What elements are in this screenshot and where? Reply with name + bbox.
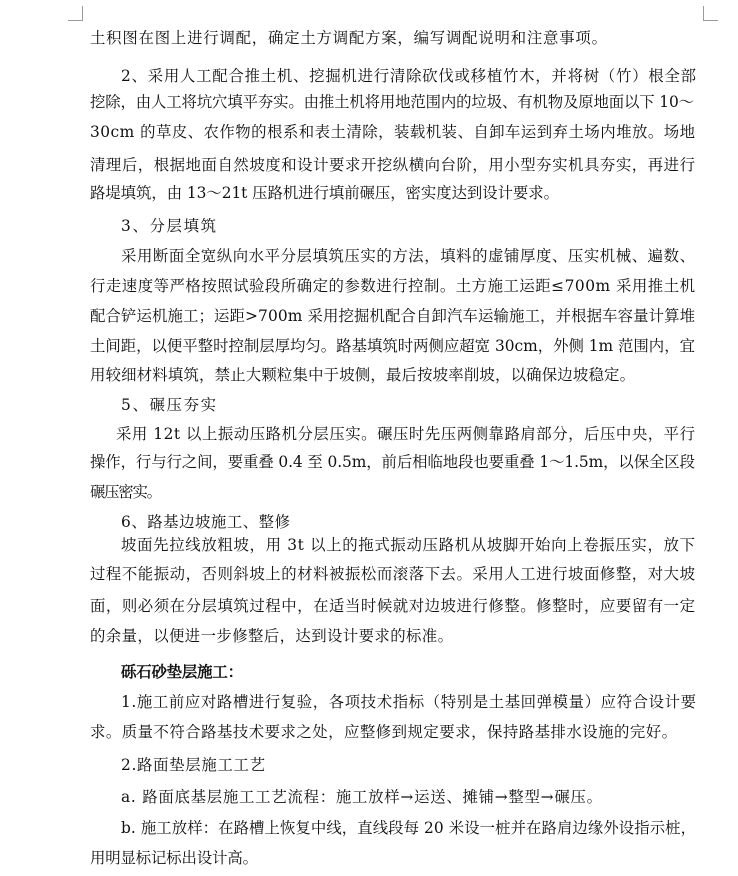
body-text-line: 1.施工前应对路槽进行复验，各项技术指标（特别是土基回弹模量）应符合设计要 — [121, 693, 697, 711]
body-text-line: a. 路面底基层施工工艺流程：施工放样→运送、摊铺→整型→碾压。 — [121, 788, 603, 806]
body-text-line: 行走速度等严格按照试验段所确定的参数进行控制。土方施工运距≤700m 采用推土机 — [90, 277, 696, 295]
body-text-line: 采用断面全宽纵向水平分层填筑压实的方法，填料的虚铺厚度、压实机械、遍数、 — [121, 247, 696, 265]
section-heading: 6、路基边坡施工、整修 — [121, 513, 291, 531]
body-text-line: 配合铲运机施工；运距>700m 采用挖掘机配合自卸汽车运输施工，并根据车容量计算堆 — [90, 307, 696, 325]
subsection-heading: 砾石砂垫层施工： — [121, 663, 243, 681]
body-text-line: 求。质量不符合路基技术要求之处，应整修到规定要求，保持路基排水设施的完好。 — [90, 723, 678, 741]
body-text-line: 坡面先拉线放粗坡，用 3t 以上的拖式振动压路机从坡脚开始向上卷振压实，放下 — [121, 536, 696, 554]
section-heading: 2.路面垫层施工工艺 — [121, 756, 266, 774]
body-text-line: 2、采用人工配合推土机、挖掘机进行清除砍伐或移植竹木，并将树（竹）根全部 — [121, 67, 697, 85]
body-text-line: 操作，行与行之间，要重叠 0.4 至 0.5m，前后相临地段也要重叠 1～1.5m，以保全区段 — [90, 453, 695, 471]
body-text-line: 清理后，根据地面自然坡度和设计要求开挖纵横向台阶，用小型夯实机具夯实，再进行 — [90, 156, 696, 174]
body-text-line: 用较细材料填筑，禁止大颗粒集中于坡侧，最后按坡率削坡，以确保边坡稳定。 — [90, 366, 636, 384]
body-text-line: 路堤填筑，由 13～21t 压路机进行填前碾压，密实度达到设计要求。 — [90, 184, 559, 202]
body-text-line: 30cm 的草皮、农作物的根系和表土清除，装载机装、自卸车运到弃土场内堆放。场地 — [90, 123, 696, 141]
body-text-line: 土间距，以便平整时控制层厚均匀。路基填筑时两侧应超宽 30cm，外侧 1m 范围内，宜 — [90, 337, 695, 355]
section-heading: 5、碾压夯实 — [121, 396, 218, 414]
body-text-line: 挖除，由人工将坑穴填平夯实。由推土机将用地范围内的垃圾、有机物及原地面以下 10～ — [90, 93, 694, 111]
body-text-line: 的余量，以便进一步修整后，达到设计要求的标准。 — [90, 627, 454, 645]
body-text-line: b. 施工放样：在路槽上恢复中线，直线段每 20 米设一桩并在路肩边缘外设指示桩， — [121, 819, 697, 837]
section-heading: 3、分层填筑 — [121, 217, 218, 235]
body-text-line: 碾压密实。 — [90, 483, 161, 501]
body-text-line: 过程不能振动，否则斜坡上的材料被振松而滚落下去。采用人工进行坡面修整，对大坡 — [90, 565, 696, 583]
body-text-line: 土积图在图上进行调配，确定土方调配方案，编写调配说明和注意事项。 — [90, 29, 608, 47]
body-text-line: 用明显标记标出设计高。 — [90, 849, 258, 867]
crop-mark-top-left — [68, 6, 83, 21]
crop-mark-top-right — [703, 6, 718, 21]
body-text-line: 采用 12t 以上振动压路机分层压实。碾压时先压两侧靠路肩部分，后压中央，平行 — [116, 425, 696, 443]
body-text-line: 面，则必须在分层填筑过程中，在适当时候就对边坡进行修整。修整时，应要留有一定 — [90, 597, 696, 615]
